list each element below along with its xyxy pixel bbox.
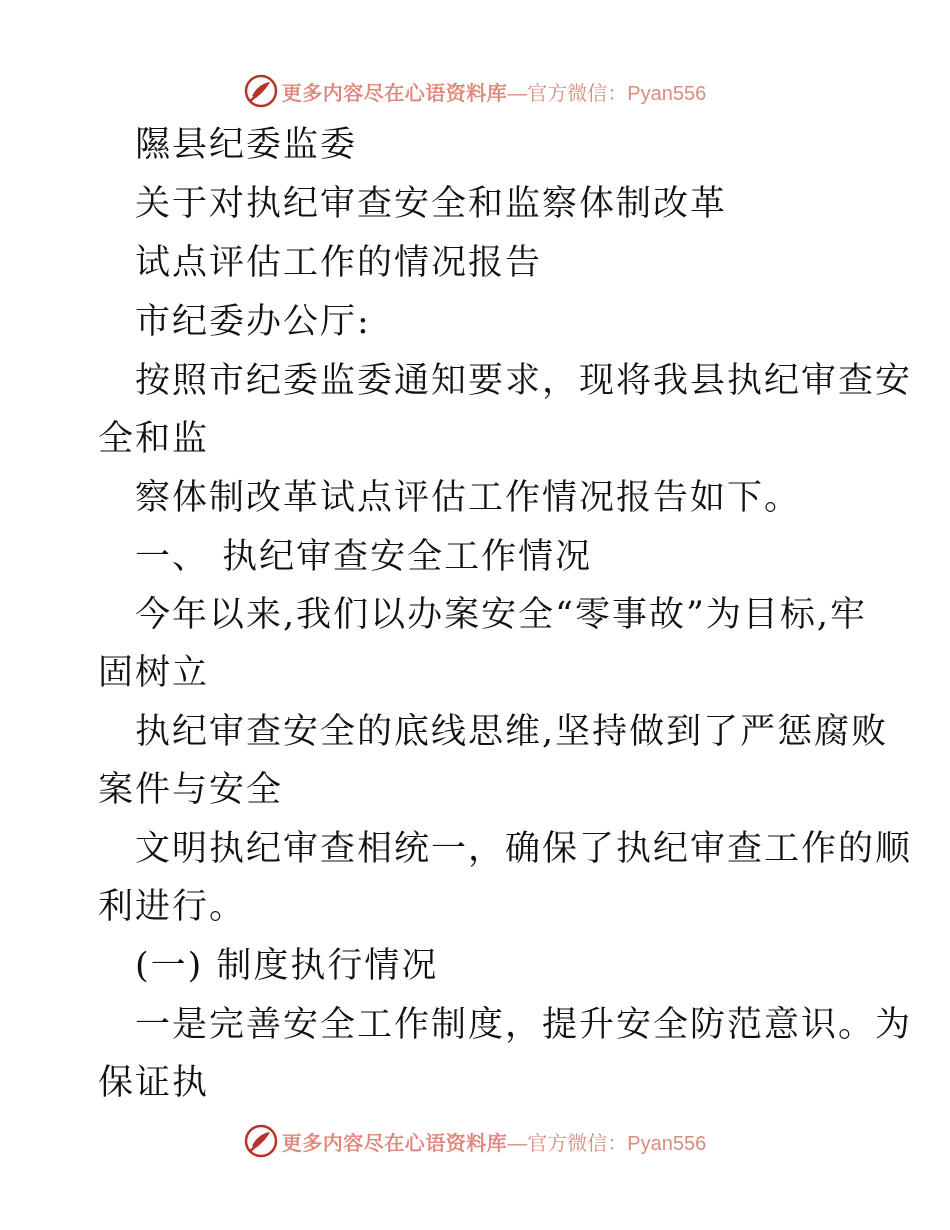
document-line: 隰县纪委监委 (135, 125, 358, 165)
document-line: 试点评估工作的情况报告 (135, 243, 543, 283)
document-line: 关于对执纪审查安全和监察体制改革 (135, 184, 728, 224)
header-watermark-banner (0, 71, 950, 111)
document-line: 全和监 (98, 419, 210, 459)
document-line: 一是完善安全工作制度，提升安全防范意识。为 (135, 1005, 913, 1045)
watermark-brand-text: 更多内容尽在心语资料库 (281, 1130, 508, 1155)
document-line: (一) 制度执行情况 (135, 946, 439, 986)
document-line: 一、 执纪审查安全工作情况 (135, 537, 593, 577)
document-line: 察体制改革试点评估工作情况报告如下。 (135, 478, 802, 518)
watermark-brand-text: 更多内容尽在心语资料库 (281, 80, 508, 105)
watermark-contact-text: —官方微信：Pyan556 (507, 1132, 707, 1155)
document-line: 固树立 (98, 653, 210, 693)
footer-watermark-banner (0, 1121, 950, 1161)
document-line: 按照市纪委监委通知要求，现将我县执纪审查安 (135, 361, 913, 401)
document-line: 案件与安全 (98, 770, 284, 810)
document-line: 今年以来,我们以办案安全“零事故”为目标,牢 (135, 595, 868, 635)
document-line: 执纪审查安全的底线思维,坚持做到了严惩腐败 (135, 712, 889, 752)
document-line: 保证执 (98, 1063, 210, 1103)
document-line: 市纪委办公厅: (135, 302, 371, 342)
pen-nib-logo-icon (244, 74, 278, 108)
pen-nib-logo-icon (244, 1124, 278, 1158)
document-line: 利进行。 (98, 887, 247, 927)
document-line: 文明执纪审查相统一，确保了执纪审查工作的顺 (135, 829, 913, 869)
watermark-contact-text: —官方微信：Pyan556 (507, 82, 707, 105)
